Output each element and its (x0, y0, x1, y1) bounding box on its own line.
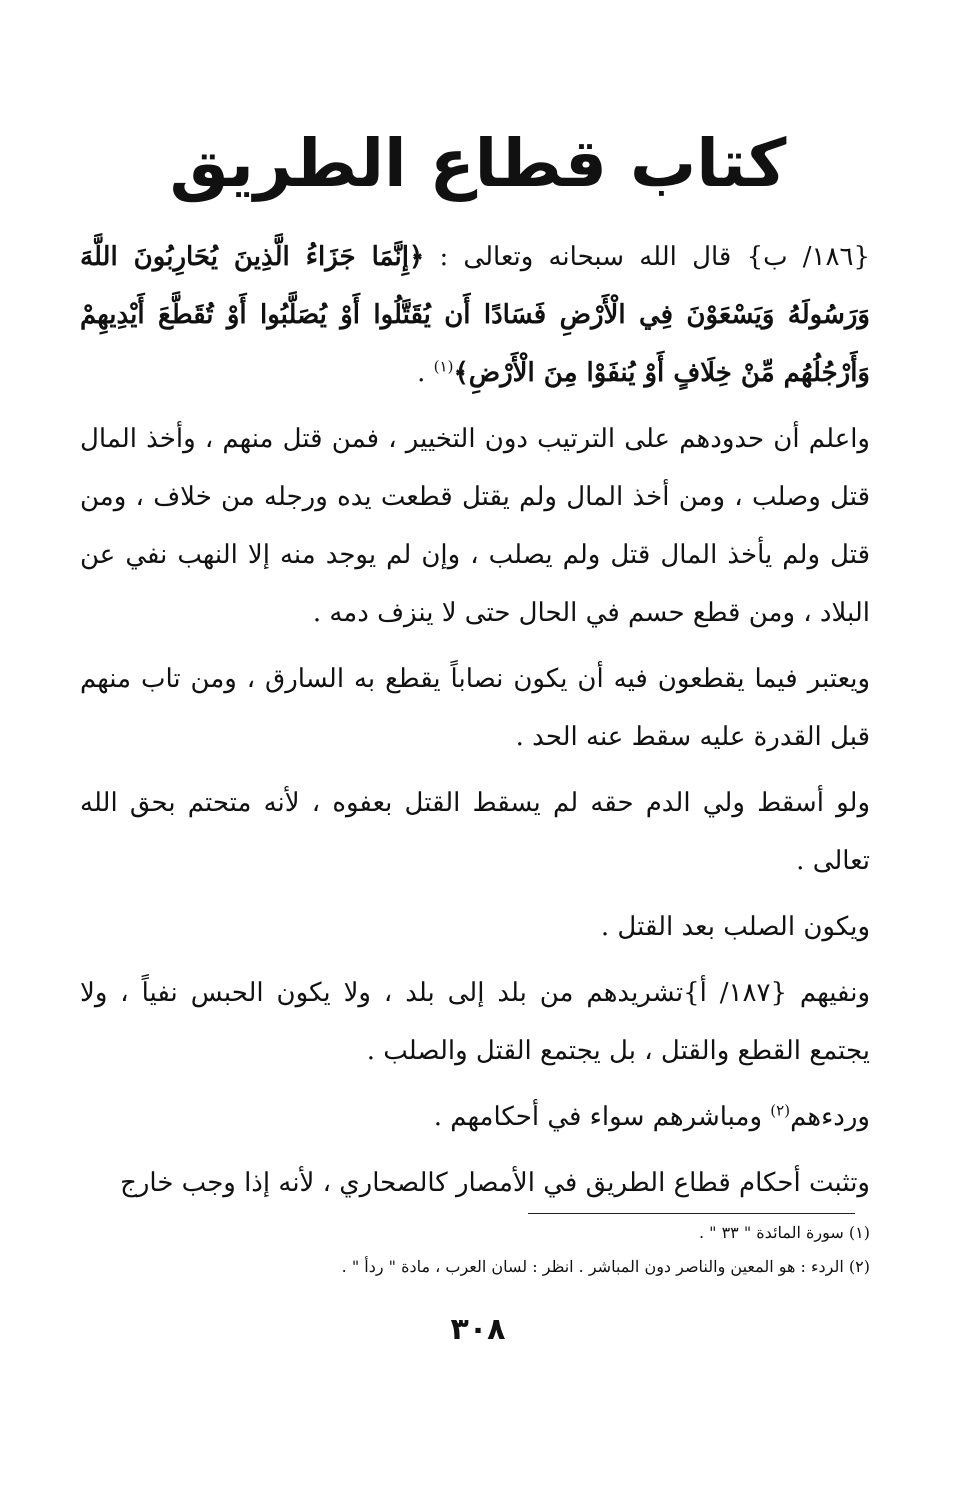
footnote-2: (٢) الردء : هو المعين والناصر دون المباشر . انظر : لسان العرب ، مادة " ردأ " . (341, 1257, 870, 1276)
paragraph-6 (80, 964, 870, 1080)
paragraph-5: ويكون الصلب بعد القتل . (600, 912, 870, 942)
paragraph-4: ولو أسقط ولي الدم حقه لم يسقط القتل بعفوه ، لأنه متحتم بحق الله تعالى . (80, 788, 870, 876)
paragraph-1 (80, 228, 870, 402)
footnote-1: (١) سورة المائدة " ٣٣ " . (698, 1223, 870, 1242)
paragraph-7 (80, 1088, 870, 1146)
chapter-title: كتاب قطاع الطريق (169, 125, 787, 202)
footnotes (80, 1216, 870, 1284)
manuscript-ref: {١٨٦/ ب} (746, 242, 870, 272)
footnote-separator (528, 1213, 855, 1214)
paragraph-text: تشريدهم من بلد إلى بلد ، ولا يكون الحبس نفياً ، ولا يجتمع القطع والقتل ، بل يجتمع القتل والصلب . (80, 978, 870, 1066)
footnote-marker: (١) (433, 357, 454, 376)
paragraph-end: . (417, 358, 434, 388)
paragraph-3: ويعتبر فيما يقطعون فيه أن يكون نصاباً يقطع به السارق ، ومن تاب منهم قبل القدرة عليه سقط عنه الحد . (80, 664, 870, 752)
paragraph-2: واعلم أن حدودهم على الترتيب دون التخيير ، فمن قتل منهم ، وأخذ المال قتل وصلب ، ومن أخذ المال ولم يقتل قطعت يده ورجله من خلاف ، ومن قتل ولم يأخذ المال قتل ولم يصلب ، وإن لم يوجد منه إلا النهب نفي عن البلاد ، ومن قطع حسم في الحال حتى لا ينزف دمه . (80, 424, 871, 628)
quran-verse: ﴿إِنَّمَا جَزَاءُ الَّذِينَ يُحَارِبُونَ اللَّهَ وَرَسُولَهُ وَيَسْعَوْنَ فِي الْأَرْضِ فَسَادًا أَن يُقَتَّلُوا أَوْ يُصَلَّبُوا أَوْ تُقَطَّعَ أَيْدِيهِمْ وَأَرْجُلُهُم مِّنْ خِلَافٍ أَوْ يُنفَوْا مِنَ الْأَرْضِ﴾ (80, 242, 870, 388)
page-number: ٣٠٨ (450, 1312, 506, 1347)
paragraph-text: ومباشرهم سواء في أحكامهم . (433, 1102, 771, 1132)
manuscript-ref: {١٨٧/ أ} (683, 978, 787, 1008)
paragraph-text: ونفيهم (787, 978, 871, 1008)
footnote-marker: (٢) (770, 1101, 791, 1120)
paragraph-8: وتثبت أحكام قطاع الطريق في الأمصار كالصحاري ، لأنه إذا وجب خارج (120, 1168, 870, 1198)
main-text (80, 228, 870, 1220)
paragraph-text: وردءهم (790, 1102, 870, 1132)
paragraph-text: قال الله سبحانه وتعالى : (424, 242, 747, 272)
